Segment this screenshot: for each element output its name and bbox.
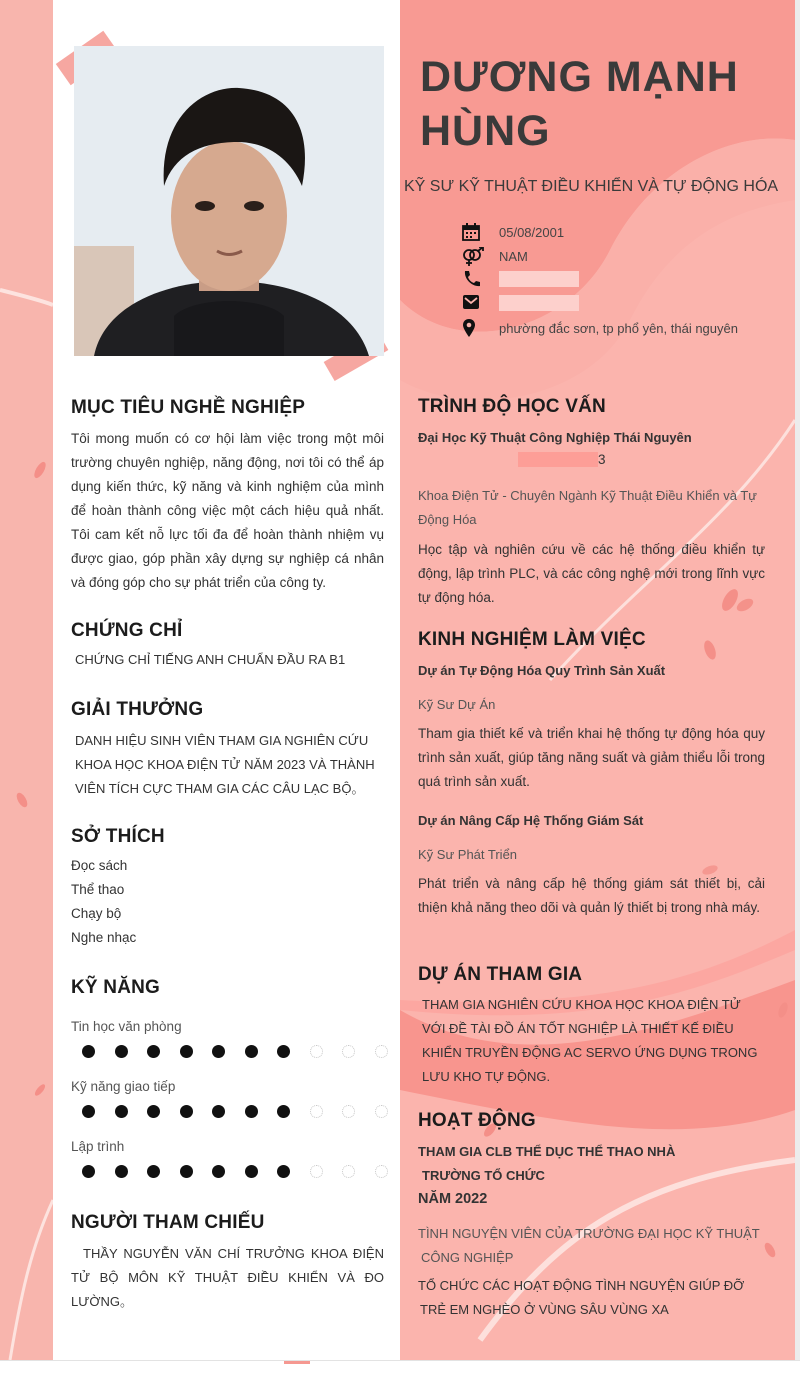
left-strip-decoration xyxy=(0,0,53,1360)
skill-dot-filled xyxy=(245,1165,258,1178)
skill-dot-filled xyxy=(212,1045,225,1058)
skill-dot-filled xyxy=(147,1165,160,1178)
phone-icon xyxy=(462,270,482,288)
activity-organizer-cont: TRƯỜNG TỔ CHỨC xyxy=(422,1168,545,1183)
profile-photo xyxy=(74,46,384,356)
awards-text: DANH HIỆU SINH VIÊN THAM GIA NGHIÊN CỨU KHOA HỌC KHOA ĐIỆN TỬ NĂM 2023 VÀ THÀNH VIÊN TÍCH CỰC THAM GIA CÁC CÂU LẠC BỘ。 xyxy=(75,733,375,796)
skill-dot-filled xyxy=(82,1105,95,1118)
experience-description: Phát triển và nâng cấp hệ thống giám sát thiết bị, cải thiện khả năng theo dõi và quản lý thiết bị trong nhà máy. xyxy=(418,876,765,915)
skill-dot-empty xyxy=(375,1165,388,1178)
activity-year: NĂM 2022 xyxy=(418,1191,488,1207)
education-description: Học tập và nghiên cứu về các hệ thống điều khiển tự động, lập trình PLC, và các công nghệ mới trong lĩnh vực tự động hóa. xyxy=(418,542,765,605)
skill-dot-filled xyxy=(212,1105,225,1118)
hobby-item: Chạy bộ xyxy=(71,906,122,921)
experience-heading: KINH NGHIỆM LÀM VIỆC xyxy=(418,629,646,650)
objective-text: Tôi mong muốn có cơ hội làm việc trong một môi trường chuyên nghiệp, năng động, nơi tôi có thể áp dụng kiến thức, kỹ năng và kinh nghiệm của mình để hoàn thành công việc một cách hiệu quả nhất. Tôi cam kết nỗ lực tối đa để hoàn thành nhiệm vụ được giao, góp phần xây dựng sự nghiệp cá nhân và đóng góp cho sự phát triển của công ty. xyxy=(71,431,384,590)
skill-dot-empty xyxy=(342,1165,355,1178)
contact-phone xyxy=(462,268,782,290)
skill-label: Kỹ năng giao tiếp xyxy=(71,1079,176,1094)
experience-project: Dự án Nâng Cấp Hệ Thống Giám Sát xyxy=(418,813,644,828)
references-heading: NGƯỜI THAM CHIẾU xyxy=(71,1212,265,1233)
experience-role: Kỹ Sư Phát Triển xyxy=(418,847,518,862)
skill-dot-empty xyxy=(342,1045,355,1058)
experience-role: Kỹ Sư Dự Án xyxy=(418,697,496,712)
activity-role-cont: CÔNG NGHIỆP xyxy=(421,1250,514,1265)
period-suffix: 3 xyxy=(598,452,606,467)
references-text: THẦY NGUYỄN VĂN CHÍ TRƯỞNG KHOA ĐIỆN TỬ BỘ MÔN KỸ THUẬT ĐIỀU KHIỂN VÀ ĐO LƯỜNG。 xyxy=(71,1246,384,1309)
skill-dot-filled xyxy=(115,1105,128,1118)
skill-dot-filled xyxy=(180,1105,193,1118)
education-major: Khoa Điện Tử - Chuyên Ngành Kỹ Thuật Điều Khiển và Tự Động Hóa xyxy=(418,488,757,527)
experience-description: Tham gia thiết kế và triển khai hệ thống tự động hóa quy trình sản xuất, giúp tăng năng suất và giảm thiểu lỗi trong quá trình sản xuất. xyxy=(418,726,765,789)
page-edge xyxy=(795,0,800,1389)
birthday-text: 05/08/2001 xyxy=(499,224,565,240)
project-line: VỚI ĐỀ TÀI ĐỒ ÁN TỐT NGHIỆP LÀ THIẾT KẾ ĐIỀU xyxy=(422,1021,734,1036)
certificates-heading: CHỨNG CHỈ xyxy=(71,620,183,641)
calendar-icon xyxy=(462,223,482,241)
skill-dot-filled xyxy=(82,1045,95,1058)
envelope-icon xyxy=(462,294,482,312)
job-title: KỸ SƯ KỸ THUẬT ĐIỀU KHIỂN VÀ TỰ ĐỘNG HÓA xyxy=(404,178,779,195)
certificate-item: CHỨNG CHỈ TIẾNG ANH CHUẨN ĐẦU RA B1 xyxy=(75,652,346,667)
skill-dot-empty xyxy=(310,1105,323,1118)
contact-address xyxy=(462,317,782,339)
contact-birthday xyxy=(462,221,782,243)
location-pin-icon xyxy=(462,319,482,337)
skill-dot-empty xyxy=(375,1045,388,1058)
project-line: LƯU KHO TỰ ĐỘNG. xyxy=(422,1069,551,1084)
activities-heading: HOẠT ĐỘNG xyxy=(418,1110,536,1131)
experience-project: Dự án Tự Động Hóa Quy Trình Sản Xuất xyxy=(418,663,666,678)
gender-icon xyxy=(462,247,482,265)
activity-organizer: THAM GIA CLB THỂ DỤC THỂ THAO NHÀ xyxy=(418,1144,676,1159)
activity-description: TỔ CHỨC CÁC HOẠT ĐỘNG TÌNH NGUYỆN GIÚP ĐỠ xyxy=(418,1278,745,1293)
education-heading: TRÌNH ĐỘ HỌC VẤN xyxy=(418,396,606,417)
phone-redacted xyxy=(499,271,579,287)
hobby-item: Thể thao xyxy=(71,882,125,897)
name-line-1: DƯƠNG MẠNH xyxy=(420,53,739,101)
address-text: phường đắc sơn, tp phổ yên, thái nguyên xyxy=(499,320,738,336)
skill-dot-empty xyxy=(310,1165,323,1178)
projects-heading: DỰ ÁN THAM GIA xyxy=(418,964,583,985)
skill-dot-filled xyxy=(115,1165,128,1178)
activity-role: TÌNH NGUYỆN VIÊN CỦA TRƯỜNG ĐẠI HỌC KỸ THUẬT xyxy=(418,1226,760,1241)
skill-rating xyxy=(82,1045,407,1058)
hobby-item: Đọc sách xyxy=(71,858,128,873)
skill-rating xyxy=(82,1105,407,1118)
period-redacted xyxy=(518,452,598,467)
skill-rating xyxy=(82,1165,407,1178)
contact-email xyxy=(462,292,782,314)
project-line: THAM GIA NGHIÊN CỨU KHOA HỌC KHOA ĐIỆN TỬ xyxy=(422,997,741,1012)
education-period xyxy=(518,452,606,467)
project-line: KHIỂN TRUYỀN ĐỘNG AC SERVO ỨNG DỤNG TRONG xyxy=(422,1045,758,1060)
hobbies-heading: SỞ THÍCH xyxy=(71,826,165,847)
skill-dot-filled xyxy=(115,1045,128,1058)
skill-dot-filled xyxy=(147,1045,160,1058)
skill-label: Tin học văn phòng xyxy=(71,1019,182,1034)
skill-dot-empty xyxy=(310,1045,323,1058)
skill-dot-filled xyxy=(147,1105,160,1118)
page-bottom-margin xyxy=(0,1360,800,1390)
page-break-marker xyxy=(284,1361,310,1364)
skill-dot-filled xyxy=(245,1045,258,1058)
gender-text: NAM xyxy=(499,248,528,264)
skills-heading: KỸ NĂNG xyxy=(71,977,161,998)
skill-dot-empty xyxy=(342,1105,355,1118)
skill-dot-filled xyxy=(82,1165,95,1178)
skill-dot-filled xyxy=(277,1105,290,1118)
skill-dot-filled xyxy=(277,1165,290,1178)
awards-heading: GIẢI THƯỞNG xyxy=(71,699,204,720)
skill-dot-filled xyxy=(180,1165,193,1178)
hobby-item: Nghe nhạc xyxy=(71,930,137,945)
objective-heading: MỤC TIÊU NGHỀ NGHIỆP xyxy=(71,397,306,418)
skill-dot-filled xyxy=(180,1045,193,1058)
skill-dot-empty xyxy=(375,1105,388,1118)
candidate-name xyxy=(420,50,780,158)
skill-dot-filled xyxy=(277,1045,290,1058)
email-redacted xyxy=(499,295,579,311)
school-name: Đại Học Kỹ Thuật Công Nghiệp Thái Nguyên xyxy=(418,430,692,445)
skill-dot-filled xyxy=(245,1105,258,1118)
skill-label: Lập trình xyxy=(71,1139,125,1154)
contact-gender xyxy=(462,245,782,267)
skill-dot-filled xyxy=(212,1165,225,1178)
activity-description-cont: TRẺ EM NGHÈO Ở VÙNG SÂU VÙNG XA xyxy=(420,1302,669,1317)
name-line-2: HÙNG xyxy=(420,107,551,155)
